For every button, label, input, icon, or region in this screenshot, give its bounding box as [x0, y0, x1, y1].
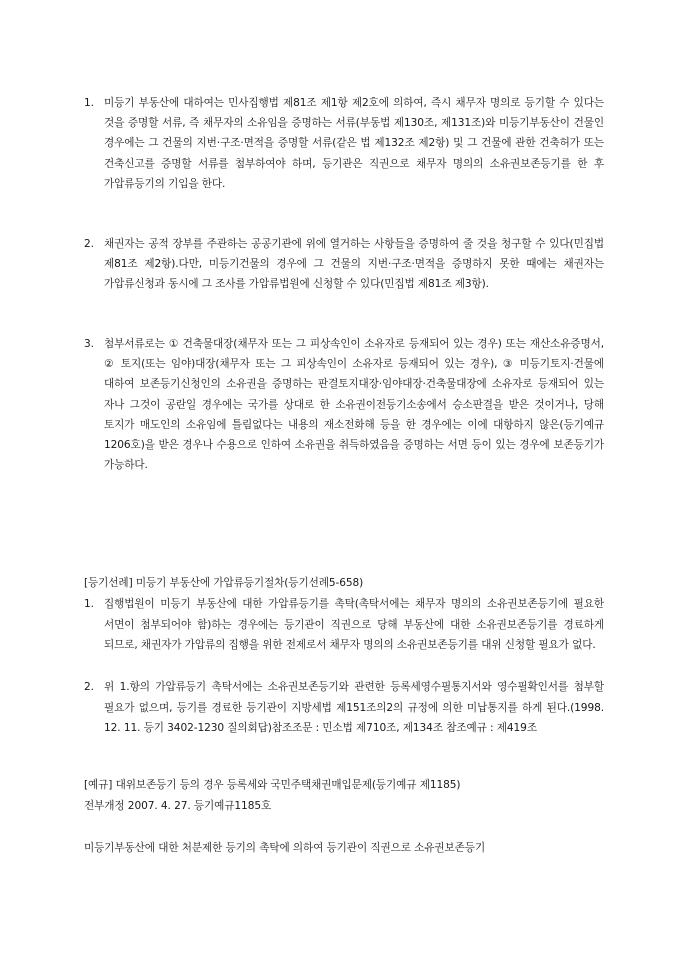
- item-number: 1.: [84, 598, 94, 610]
- rule-revision: 전부개정 2007. 4. 27. 등기예규1185호: [84, 800, 272, 812]
- closing-paragraph: 미등기부동산에 대한 처분제한 등기의 촉탁에 의하여 등기관이 직권으로 소유권보존등기: [84, 842, 486, 854]
- list-item-2: [84, 234, 604, 295]
- item-text: 위 1.항의 가압류등기 촉탁서에는 소유권보존등기와 관련한 등록세영수필통지서와 영수필확인서를 첨부할 필요가 없으며, 등기를 경료한 등기관이 지방세법 제151조의2의 규정에 의한 미납통지를 하게 된다.(1998. 12. 11. 등기 3402-1230 질의회답)참조조문 : 민소법 제710조, 제134조 참조예규 : 제419조: [104, 681, 604, 735]
- item-text: 집행법원이 미등기 부동산에 대한 가압류등기를 촉탁(촉탁서에는 채무자 명의의 소유권보존등기에 필요한 서면이 첨부되어야 함)하는 경우에는 등기관이 직권으로 당해 부동산에 대한 소유권보존등기를 경료하게 되므로, 채권자가 가압류의 집행을 위한 전제로서 채무자 명의의 소유권보존등기를 대위 신청할 필요가 없다.: [104, 598, 604, 652]
- item-text: 미등기 부동산에 대하여는 민사집행법 제81조 제1항 제2호에 의하여, 즉시 채무자 명의로 등기할 수 있다는 것을 증명할 서류, 즉 채무자의 소유임을 증명하는 서류(부동법 제130조, 제131조)와 미등기부동산이 건물인 경우에는 그 건물의 지번·구조·면적을 증명할 서류(같은 법 제132조 제2항) 및 그 건물에 관한 건축허가 또는 건축신고를 증명할 서류를 첨부하여야 하며, 등기관은 직권으로 채무자 명의의 소유권보존등기를 한 후 가압류등기의 기입을 한다.: [104, 97, 604, 190]
- precedent-item-1: [84, 594, 604, 656]
- item-number: 3.: [84, 338, 94, 350]
- precedent-heading: [등기선례] 미등기 부동산에 가압류등기절차(등기선례5-658): [84, 577, 364, 589]
- item-number: 2.: [84, 681, 94, 693]
- item-number: 1.: [84, 97, 94, 109]
- precedent-item-2: [84, 677, 604, 739]
- item-text: 첨부서류로는 ① 건축물대장(채무자 또는 그 피상속인이 소유자로 등재되어 있는 경우) 또는 재산소유증명서, ② 토지(또는 임야)대장(채무자 또는 그 피상속인이 소유자로 등재되어 있는 경우), ③ 미등기토지·건물에 대하여 보존등기신청인의 소유권을 증명하는 판결토지대장·임야대장·건축물대장에 소유자로 등재되어 있는 자나 그것이 공란일 경우에는 국가를 상대로 한 소유권이전등기소송에서 승소판결을 받은 것이거나, 당해 토지가 매도인의 소유임에 틀림없다는 내용의 재소전화해 등을 한 경우에는 이에 대항하지 않은(등기예규 1206호)을 받은 경우나 수용으로 인하여 소유권을 취득하였음을 증명하는 서면 등이 있는 경우에 보존등기가 가능하다.: [104, 338, 604, 472]
- rule-heading: [예규] 대위보존등기 등의 경우 등록세와 국민주택채권매입문제(등기예규 제1185): [84, 779, 461, 791]
- item-number: 2.: [84, 238, 94, 250]
- list-item-3: [84, 334, 604, 475]
- item-text: 채권자는 공적 장부를 주관하는 공공기관에 위에 열거하는 사항들을 증명하여 줄 것을 청구할 수 있다(민집법 제81조 제2항).다만, 미등기건물의 경우에 그 건물의 지번·구조·면적을 증명하지 못한 때에는 채권자는 가압류신청과 동시에 그 조사를 가압류법원에 신청할 수 있다(민집법 제81조 제3항).: [104, 238, 604, 291]
- list-item-1: [84, 93, 604, 194]
